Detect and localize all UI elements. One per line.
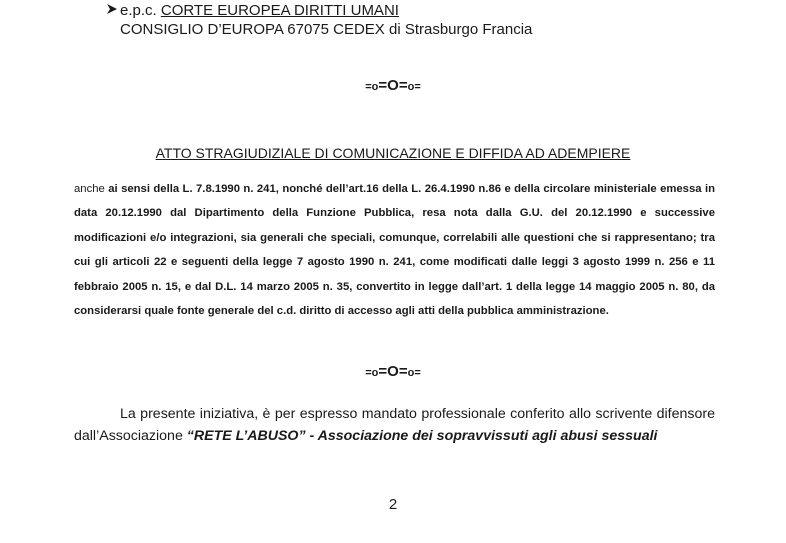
arrow-bullet-icon [106, 2, 118, 19]
document-title: ATTO STRAGIUDIZIALE DI COMUNICAZIONE E DIFFIDA AD ADEMPIERE [155, 145, 631, 161]
separator-right: o= [407, 81, 421, 93]
separator-center: =O= [378, 363, 408, 380]
paragraph-lead: anche [74, 183, 105, 195]
mandate-text: La presente iniziativa, è per espresso mandato professionale conferito allo scrivente difensore dall’Associazione [74, 406, 715, 444]
address-line: CONSIGLIO D’EUROPA 67075 CEDEX di Strasburgo Francia [120, 21, 533, 38]
epc-addressee: CORTE EUROPEA DIRITTI UMANI [160, 2, 399, 19]
separator-center: =O= [378, 77, 408, 94]
separator-right: o= [407, 367, 421, 379]
epc-prefix: e.p.c. [120, 2, 157, 19]
association-name: “RETE L’ABUSO” - Associazione dei sopravvissuti agli abusi sessuali [186, 428, 658, 444]
separator [0, 363, 786, 380]
mandate-paragraph [74, 403, 715, 447]
epc-line [106, 2, 399, 19]
separator-left: =o [365, 81, 379, 93]
legal-references-paragraph [74, 177, 715, 323]
separator [0, 77, 786, 94]
separator-left: =o [365, 367, 379, 379]
page-number: 2 [388, 496, 398, 513]
paragraph-text: ai sensi della L. 7.8.1990 n. 241, nonché dell’art.16 della L. 26.4.1990 n.86 e della circolare ministeriale emessa in data 20.12.1990 dal Dipartimento della Funzione Pubblica, resa nota dalla G.U. del 20.12.1990 e successive modificazioni e/o integrazioni, sia generali che speciali, comunque, correlabili alle questioni che si rappresentano; tra cui gli articoli 22 e seguenti della legge 7 agosto 1990 n. 241, come modificati dalle leggi 3 agosto 1999 n. 256 e 11 febbraio 2005 n. 15, e dal D.L. 14 marzo 2005 n. 35, convertito in legge dall’art. 1 della legge 14 maggio 2005 n. 80, da considerarsi quale fonte generale del c.d. diritto di accesso agli atti della pubblica amministrazione. [74, 183, 716, 318]
